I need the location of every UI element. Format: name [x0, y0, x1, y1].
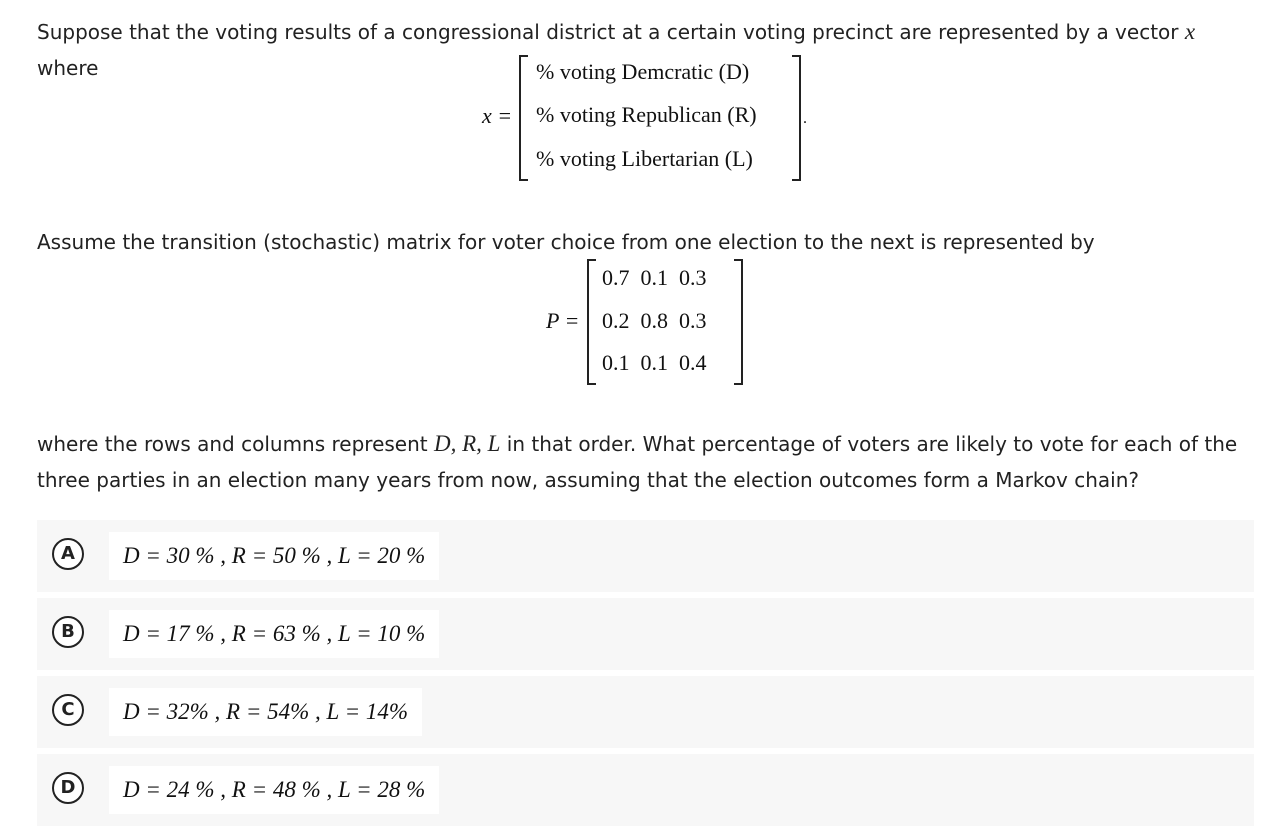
- final-prefix: where the rows and columns represent: [37, 432, 428, 456]
- vector-row-democratic: % voting Demcratic (D): [536, 59, 750, 84]
- matrix-right-bracket: [734, 259, 743, 385]
- intro-end-text: where: [37, 56, 99, 80]
- option-text-d: D = 24 % , R = 48 % , L = 28 %: [109, 766, 439, 814]
- vector-row-republican: % voting Republican (R): [536, 102, 757, 127]
- vector-right-bracket: [792, 55, 801, 181]
- option-c[interactable]: [37, 676, 1254, 748]
- option-letter-a: A: [52, 538, 84, 570]
- vector-symbol: x: [1184, 19, 1196, 44]
- option-letter-c: C: [52, 694, 84, 726]
- matrix-row-2: 0.2 0.8 0.3: [602, 308, 707, 333]
- option-text-b: D = 17 % , R = 63 % , L = 10 %: [109, 610, 439, 658]
- transition-text: Assume the transition (stochastic) matrix for voter choice from one election to the next is represented by: [37, 230, 1095, 254]
- vector-end-period: .: [803, 110, 807, 127]
- matrix-row-1: 0.7 0.1 0.3: [602, 265, 707, 290]
- matrix-row-3: 0.1 0.1 0.4: [602, 350, 707, 375]
- matrix-lhs: P =: [546, 308, 580, 333]
- final-suffix: in that order. What percentage of voters are likely to vote for each of the three parties in an election many years from now, assuming that the election outcomes form a Markov chain?: [37, 432, 1238, 492]
- matrix-left-bracket: [587, 259, 596, 385]
- vector-row-libertarian: % voting Libertarian (L): [536, 146, 753, 171]
- vector-lhs: x =: [482, 103, 513, 128]
- vector-left-bracket: [519, 55, 528, 181]
- intro-text: Suppose that the voting results of a congressional district at a certain voting precinct are represented by a vector: [37, 20, 1179, 44]
- option-a[interactable]: [37, 520, 1254, 592]
- option-letter-b: B: [52, 616, 84, 648]
- option-text-a: D = 30 % , R = 50 % , L = 20 %: [109, 532, 439, 580]
- question-final: [37, 426, 1247, 498]
- option-letter-d: D: [52, 772, 84, 804]
- option-text-c: D = 32% , R = 54% , L = 14%: [109, 688, 422, 736]
- option-b[interactable]: [37, 598, 1254, 670]
- option-d[interactable]: [37, 754, 1254, 826]
- final-vars: D, R, L: [433, 431, 501, 456]
